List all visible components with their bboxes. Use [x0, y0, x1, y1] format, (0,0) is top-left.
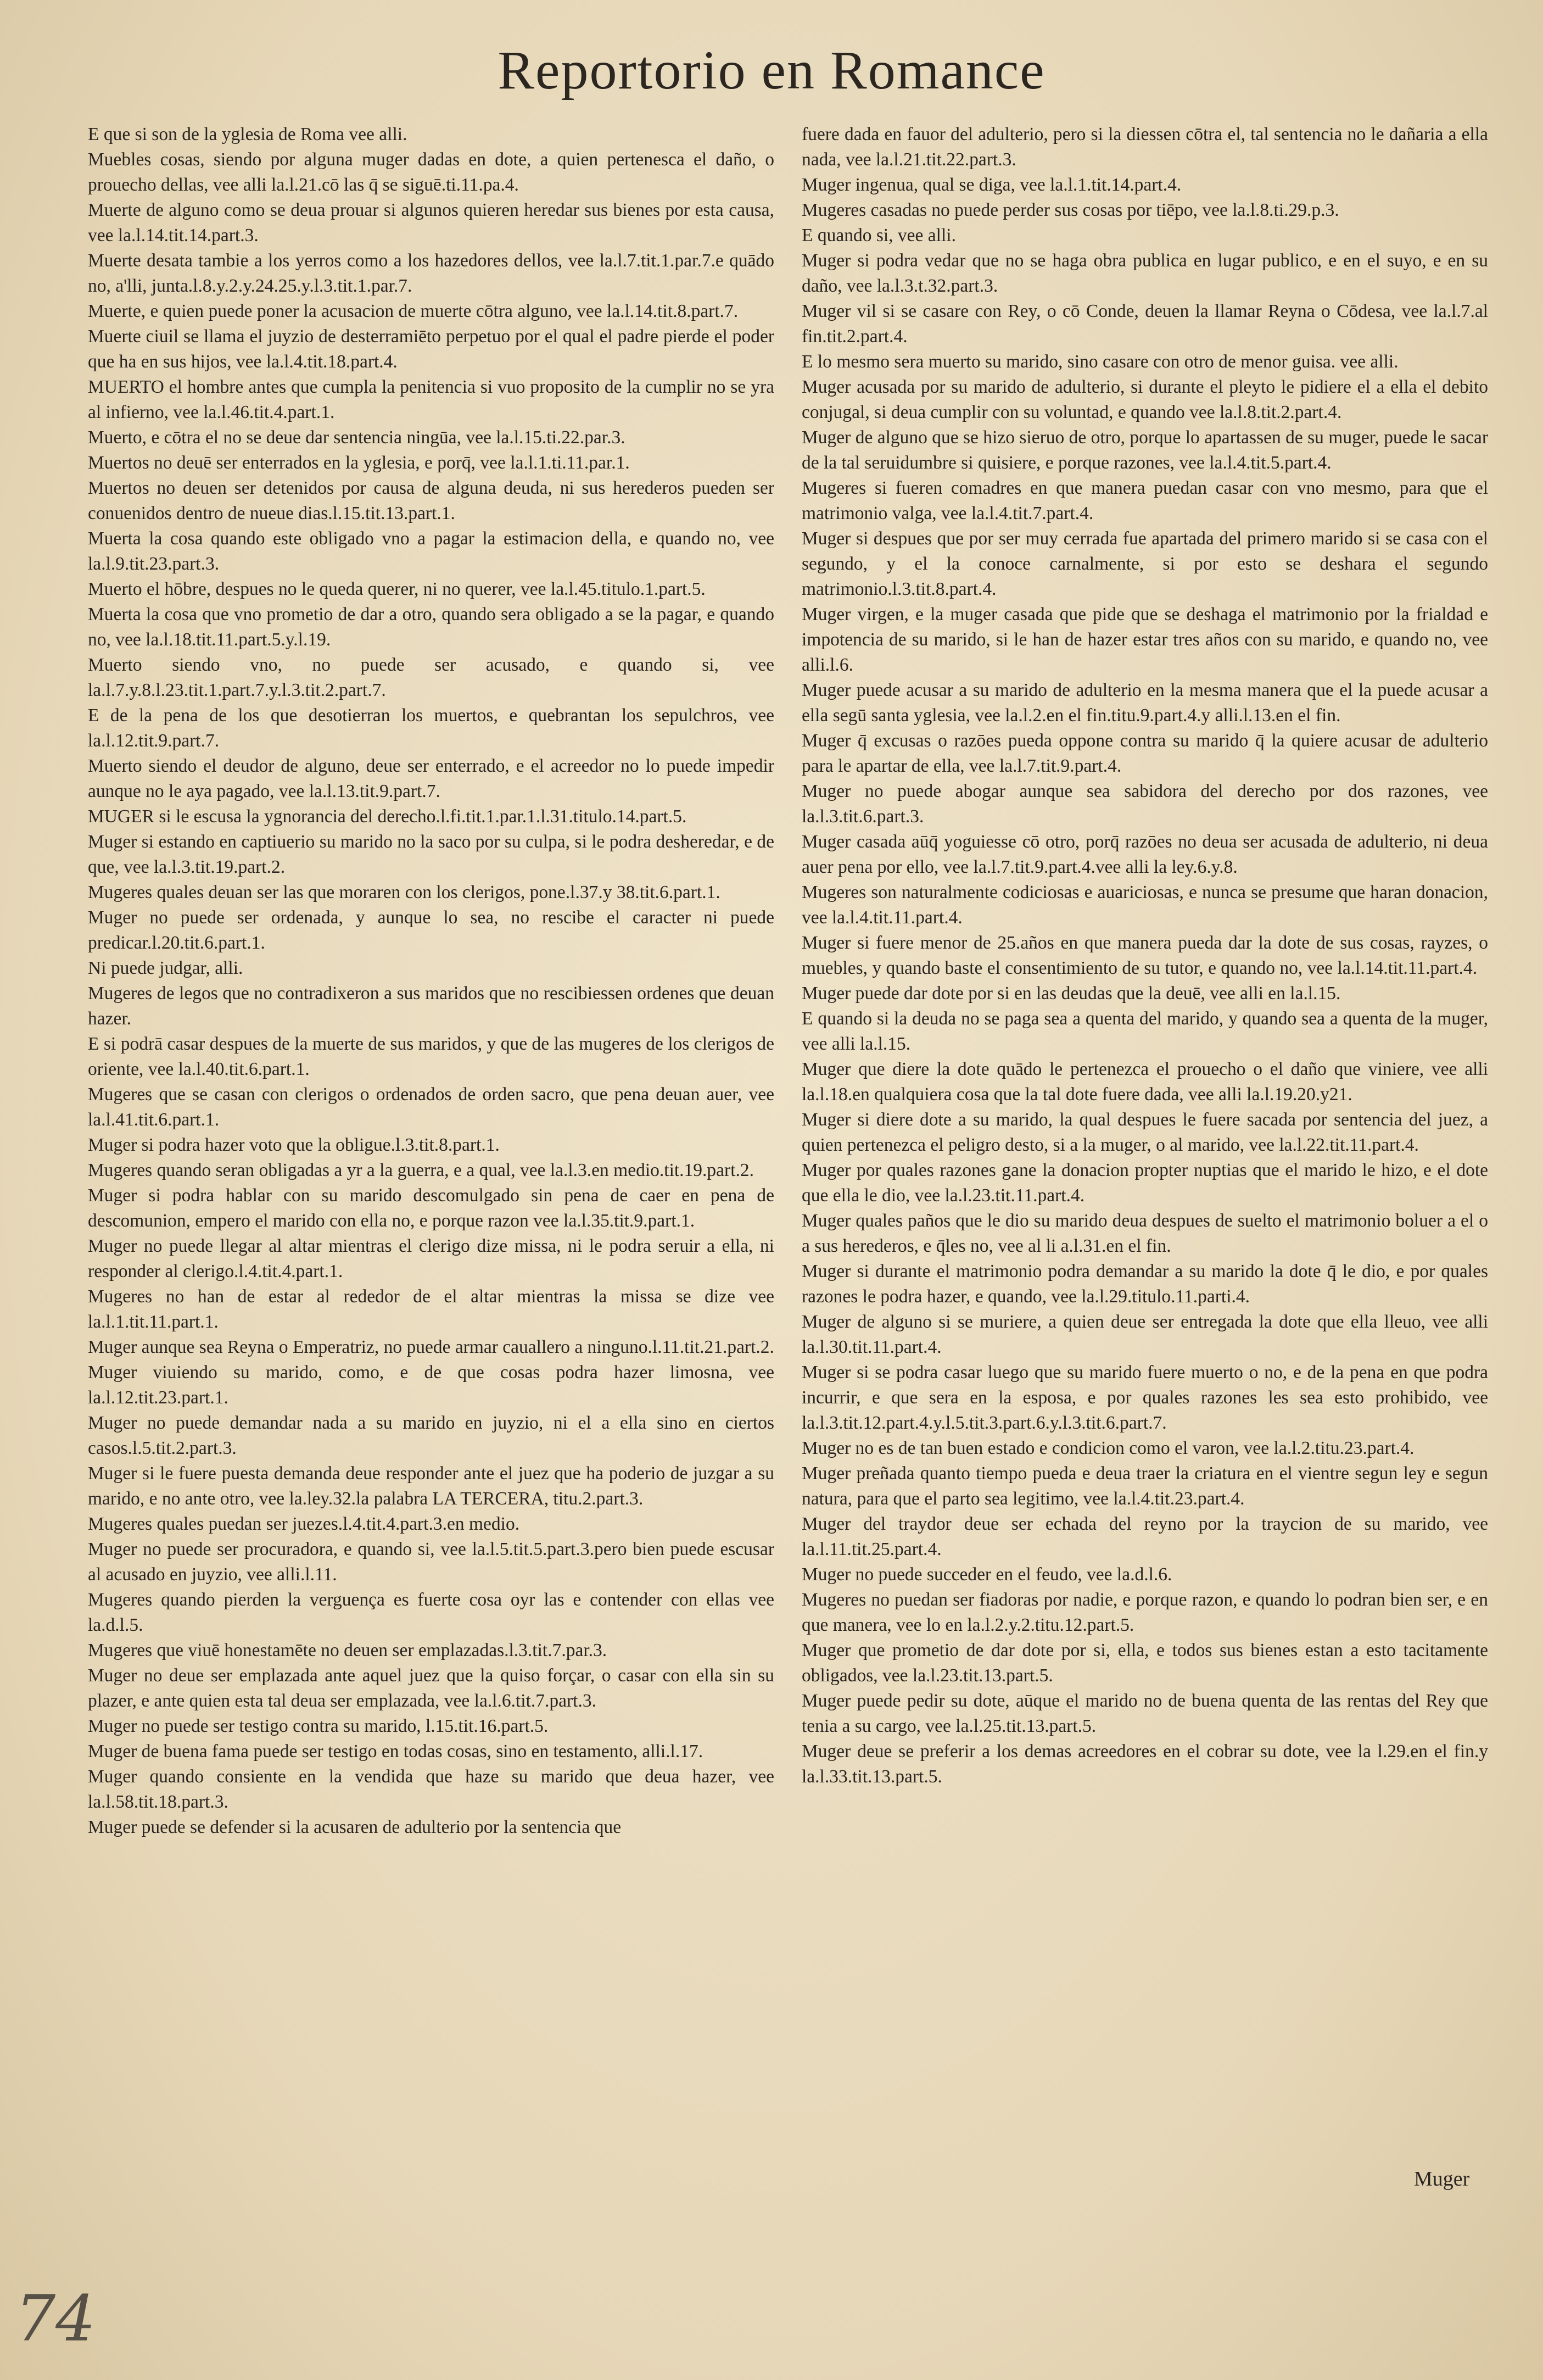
- index-entry: Muger de alguno si se muriere, a quien deue ser entregada la dote que ella lleuo, vee alli la.l.30.tit.11.part.4.: [802, 1312, 1488, 1357]
- index-entry: Muerte ciuil se llama el juyzio de desterramiēto perpetuo por el qual el padre pierde el poder que ha en sus hijos, vee la.l.4.tit.18.part.4.: [88, 326, 774, 372]
- running-head: Reportorio en Romance: [497, 40, 1046, 101]
- index-entry: Muger si se podra casar luego que su marido fuere muerto o no, e de la pena en que podra incurrir, e que sera en la esposa, e por quales razones les sea esto prohibido, vee la.l.3.tit.12.part.4.y.l.5.tit.3.part.6.y.l.3.tit.6.part.7.: [802, 1362, 1488, 1433]
- index-entry: Muger si despues que por ser muy cerrada fue apartada del primero marido si se casa con el segundo, y el la conoce carnalmente, si por esto se deshara el segundo matrimonio.l.3.tit.8.part.4.: [802, 528, 1488, 599]
- index-entry: Muger si durante el matrimonio podra demandar a su marido la dote q̄ le dio, e por quales razones le podra hazer, e quando, vee la.l.29.titulo.11.parti.4.: [802, 1261, 1488, 1307]
- index-entry: Muger no puede succeder en el feudo, vee la.d.l.6.: [802, 1564, 1172, 1585]
- index-entry: Muger puede se defender si la acusaren de adulterio por la sentencia que: [88, 1817, 622, 1837]
- index-entry: Muger puede acusar a su marido de adulterio en la mesma manera que el la puede acusar a ella segū santa yglesia, vee la.l.2.en el fin.titu.9.part.4.y alli.l.13.en el fin.: [802, 680, 1488, 726]
- index-entry: Muger no puede ser procuradora, e quando si, vee la.l.5.tit.5.part.3.pero bien puede escusar al acusado en juyzio, vee alli.l.11.: [88, 1539, 774, 1585]
- index-entry: MUERTO el hombre antes que cumpla la penitencia si vuo proposito de la cumplir no se yra al infierno, vee la.l.46.tit.4.part.1.: [88, 377, 774, 422]
- index-entry: Muger no es de tan buen estado e condicion como el varon, vee la.l.2.titu.23.part.4.: [802, 1438, 1415, 1458]
- index-entry: Mugeres no han de estar al rededor de el altar mientras la missa se dize vee la.l.1.tit.11.part.1.: [88, 1286, 774, 1332]
- index-entry: Muertos no deuen ser detenidos por causa de alguna deuda, ni sus herederos pueden ser conuenidos dentro de nueue dias.l.15.tit.13.part.1.: [88, 478, 774, 523]
- index-entry: Muger si diere dote a su marido, la qual despues le fuere sacada por sentencia del juez, a quien pertenezca el peligro desto, si a la muger, o al marido, vee la.l.22.tit.11.part.4.: [802, 1110, 1488, 1155]
- index-entry: Muger ingenua, qual se diga, vee la.l.1.tit.14.part.4.: [802, 175, 1182, 195]
- index-entry: Muerte desata tambie a los yerros como a los hazedores dellos, vee la.l.7.tit.1.par.7.e quādo no, a'lli, junta.l.8.y.2.y.24.25.y.l.3.tit.1.par.7.: [88, 250, 774, 296]
- index-entry: Muger puede dar dote por si en las deudas que la deuē, vee alli en la.l.15.: [802, 983, 1341, 1004]
- index-entry: Muger q̄ excusas o razōes pueda oppone contra su marido q̄ la quiere acusar de adulterio para le apartar de ella, vee la.l.7.tit.9.part.4.: [802, 731, 1488, 776]
- index-entry: Muger de buena fama puede ser testigo en todas cosas, sino en testamento, alli.l.17.: [88, 1741, 703, 1762]
- folio-number: 74: [15, 2282, 96, 2356]
- index-entry: Muebles cosas, siendo por alguna muger dadas en dote, a quien pertenesca el daño, o prouecho dellas, vee alli la.l.21.cō las q̄ se siguē.ti.11.pa.4.: [88, 149, 774, 195]
- index-entry: Muger por quales razones gane la donacion propter nuptias que el marido le hizo, e el dote que ella le dio, vee la.l.23.tit.11.part.4.: [802, 1160, 1488, 1206]
- index-entry: E si podrā casar despues de la muerte de sus maridos, y que de las mugeres de los clerigos de oriente, vee la.l.40.tit.6.part.1.: [88, 1034, 774, 1079]
- index-entry: Muger no puede demandar nada a su marido en juyzio, ni el a ella sino en ciertos casos.l.5.tit.2.part.3.: [88, 1413, 774, 1458]
- index-entry: Mugeres no puedan ser fiadoras por nadie, e porque razon, e quando lo podran bien ser, e en que manera, vee lo en la.l.2.y.2.titu.12.part.5.: [802, 1590, 1488, 1635]
- index-entry: Muger casada aūq̄ yoguiesse cō otro, porq̄ razōes no deua ser acusada de adulterio, ni deua auer pena por ello, vee la.l.7.tit.9.part.4.vee alli la ley.6.y.8.: [802, 832, 1488, 877]
- index-entry: Muger no puede abogar aunque sea sabidora del derecho por dos razones, vee la.l.3.tit.6.part.3.: [802, 781, 1488, 827]
- index-entry: Muger acusada por su marido de adulterio, si durante el pleyto le pidiere el a ella el debito conjugal, si deua cumplir con su voluntad, e quando vee la.l.8.tit.2.part.4.: [802, 377, 1488, 422]
- index-entry: Mugeres que viuē honestamēte no deuen ser emplazadas.l.3.tit.7.par.3.: [88, 1640, 607, 1660]
- index-entry: E lo mesmo sera muerto su marido, sino casare con otro de menor guisa. vee alli.: [802, 352, 1399, 372]
- index-entry: Muger si podra hablar con su marido descomulgado sin pena de caer en pena de descomunion, empero el marido con ella no, e porque razon vee la.l.35.tit.9.part.1.: [88, 1185, 774, 1231]
- index-entry: Muerto siendo vno, no puede ser acusado, e quando si, vee la.l.7.y.8.l.23.tit.1.part.7.y.l.3.tit.2.part.7.: [88, 655, 774, 700]
- index-entry: Mugeres quando pierden la verguença es fuerte cosa oyr las e contender con ellas vee la.d.l.5.: [88, 1590, 774, 1635]
- index-entry: Ni puede judgar, alli.: [88, 958, 243, 978]
- index-entry: Mugeres que se casan con clerigos o ordenados de orden sacro, que pena deuan auer, vee la.l.41.tit.6.part.1.: [88, 1084, 774, 1130]
- index-entry: Muger viuiendo su marido, como, e de que cosas podra hazer limosna, vee la.l.12.tit.23.part.1.: [88, 1362, 774, 1408]
- catchword: Muger: [1414, 2167, 1470, 2191]
- index-entry: Muger que diere la dote quādo le pertenezca el prouecho o el daño que viniere, vee alli la.l.18.en qualquiera cosa que la tal dote fuere dada, vee alli la.l.19.20.y21.: [802, 1059, 1488, 1105]
- index-entry: Muerta la cosa quando este obligado vno a pagar la estimacion della, e quando no, vee la.l.9.tit.23.part.3.: [88, 528, 774, 574]
- index-entry: E quando si, vee alli.: [802, 225, 956, 246]
- index-entry: Muger si le fuere puesta demanda deue responder ante el juez que ha poderio de juzgar a su marido, e no ante otro, vee la.ley.32.la palabra LA TERCERA, titu.2.part.3.: [88, 1463, 774, 1509]
- index-entry: Muger de alguno que se hizo sieruo de otro, porque lo apartassen de su muger, puede le sacar de la tal seruidumbre si quisiere, e porque razones, vee la.l.4.tit.5.part.4.: [802, 427, 1488, 473]
- index-entry: Muger que prometio de dar dote por si, ella, e todos sus bienes estan a esto tacitamente obligados, vee la.l.23.tit.13.part.5.: [802, 1640, 1488, 1686]
- index-entry: Mugeres quales puedan ser juezes.l.4.tit.4.part.3.en medio.: [88, 1514, 520, 1534]
- index-entry: Muger si fuere menor de 25.años en que manera pueda dar la dote de sus cosas, rayzes, o muebles, y quando baste el consentimiento de su tutor, e quando no, vee la.l.14.tit.11.part.4.: [802, 933, 1488, 978]
- index-entry: Muerto, e cōtra el no se deue dar sentencia ningūa, vee la.l.15.ti.22.par.3.: [88, 427, 625, 448]
- index-entry: Muger quando consiente en la vendida que haze su marido que deua hazer, vee la.l.58.tit.18.part.3.: [88, 1766, 774, 1812]
- index-entry: E quando si la deuda no se paga sea a quenta del marido, y quando sea a quenta de la muger, vee alli la.l.15.: [802, 1008, 1488, 1054]
- right-column: [802, 122, 1488, 1790]
- index-entry: Muger no puede ser ordenada, y aunque lo sea, no rescibe el caracter ni puede predicar.l.20.tit.6.part.1.: [88, 907, 774, 953]
- index-entry: Mugeres casadas no puede perder sus cosas por tiēpo, vee la.l.8.ti.29.p.3.: [802, 200, 1339, 220]
- index-entry: Muger si podra vedar que no se haga obra publica en lugar publico, e en el suyo, e en su daño, vee la.l.3.t.32.part.3.: [802, 250, 1488, 296]
- index-entry: MUGER si le escusa la ygnorancia del derecho.l.fi.tit.1.par.1.l.31.titulo.14.part.5.: [88, 806, 687, 827]
- index-entry: E que si son de la yglesia de Roma vee alli.: [88, 124, 407, 144]
- index-entry: Mugeres quales deuan ser las que moraren con los clerigos, pone.l.37.y 38.tit.6.part.1.: [88, 882, 720, 902]
- index-entry: Muger quales paños que le dio su marido deua despues de suelto el matrimonio boluer a el o a sus herederos, e q̄les no, vee al li a.l.31.en el fin.: [802, 1211, 1488, 1256]
- index-entry: Mugeres de legos que no contradixeron a sus maridos que no rescibiessen ordenes que deuan hazer.: [88, 983, 774, 1029]
- index-entry: Muger si podra hazer voto que la obligue.l.3.tit.8.part.1.: [88, 1135, 500, 1155]
- index-entry: Muger puede pedir su dote, aūque el marido no de buena quenta de las rentas del Rey que tenia a su cargo, vee la.l.25.tit.13.part.5.: [802, 1691, 1488, 1736]
- index-entry: Muger preñada quanto tiempo pueda e deua traer la criatura en el vientre segun ley e segun natura, para que el parto sea legitimo, vee la.l.4.tit.23.part.4.: [802, 1463, 1488, 1509]
- index-entry: Muger no puede llegar al altar mientras el clerigo dize missa, ni le podra seruir a ella, ni responder al clerigo.l.4.tit.4.part.1.: [88, 1236, 774, 1281]
- index-entry: Mugeres si fueren comadres en que manera puedan casar con vno mesmo, para que el matrimonio valga, vee la.l.4.tit.7.part.4.: [802, 478, 1488, 523]
- index-entry: Muger del traydor deue ser echada del reyno por la traycion de su marido, vee la.l.11.tit.25.part.4.: [802, 1514, 1488, 1559]
- index-entry: Mugeres son naturalmente codiciosas e auariciosas, e nunca se presume que haran donacion, vee la.l.4.tit.11.part.4.: [802, 882, 1488, 928]
- index-entry: Muerta la cosa que vno prometio de dar a otro, quando sera obligado a se la pagar, e quando no, vee la.l.18.tit.11.part.5.y.l.19.: [88, 604, 774, 650]
- index-entry: Muger no deue ser emplazada ante aquel juez que la quiso forçar, o casar con ella sin su plazer, e ante quien esta tal deua ser emplazada, vee la.l.6.tit.7.part.3.: [88, 1665, 774, 1711]
- index-entry: Muerto el hōbre, despues no le queda querer, ni no querer, vee la.l.45.titulo.1.part.5.: [88, 579, 706, 599]
- index-entry: Muerte, e quien puede poner la acusacion de muerte cōtra alguno, vee la.l.14.tit.8.part.7.: [88, 301, 739, 321]
- index-entry: Muerte de alguno como se deua prouar si algunos quieren heredar sus bienes por esta causa, vee la.l.14.tit.14.part.3.: [88, 200, 774, 246]
- index-entry: E de la pena de los que desotierran los muertos, e quebrantan los sepulchros, vee la.l.12.tit.9.part.7.: [88, 705, 774, 751]
- index-entry: Muger deue se preferir a los demas acreedores en el cobrar su dote, vee la l.29.en el fin.y la.l.33.tit.13.part.5.: [802, 1741, 1488, 1787]
- index-entry: Muger aunque sea Reyna o Emperatriz, no puede armar cauallero a ninguno.l.11.tit.21.part.2.: [88, 1337, 774, 1357]
- index-entry: Muger virgen, e la muger casada que pide que se deshaga el matrimonio por la frialdad e impotencia de su marido, si le han de hazer estar tres años con su marido, e quando no, vee alli.l.6.: [802, 604, 1488, 675]
- index-entry: fuere dada en fauor del adulterio, pero si la diessen cōtra el, tal sentencia no le dañaria a ella nada, vee la.l.21.tit.22.part.3.: [802, 124, 1488, 170]
- index-entry: Muger no puede ser testigo contra su marido, l.15.tit.16.part.5.: [88, 1716, 549, 1736]
- index-entry: Muger si estando en captiuerio su marido no la saco por su culpa, si le podra desheredar, e de que, vee la.l.3.tit.19.part.2.: [88, 832, 774, 877]
- index-entry: Mugeres quando seran obligadas a yr a la guerra, e a qual, vee la.l.3.en medio.tit.19.part.2.: [88, 1160, 754, 1180]
- left-column: [88, 122, 774, 1840]
- index-entry: Muertos no deuē ser enterrados en la yglesia, e porq̄, vee la.l.1.ti.11.par.1.: [88, 453, 630, 473]
- index-entry: Muger vil si se casare con Rey, o cō Conde, deuen la llamar Reyna o Cōdesa, vee la.l.7.al fin.tit.2.part.4.: [802, 301, 1488, 347]
- index-entry: Muerto siendo el deudor de alguno, deue ser enterrado, e el acreedor no lo puede impedir aunque no le aya pagado, vee la.l.13.tit.9.part.7.: [88, 756, 774, 801]
